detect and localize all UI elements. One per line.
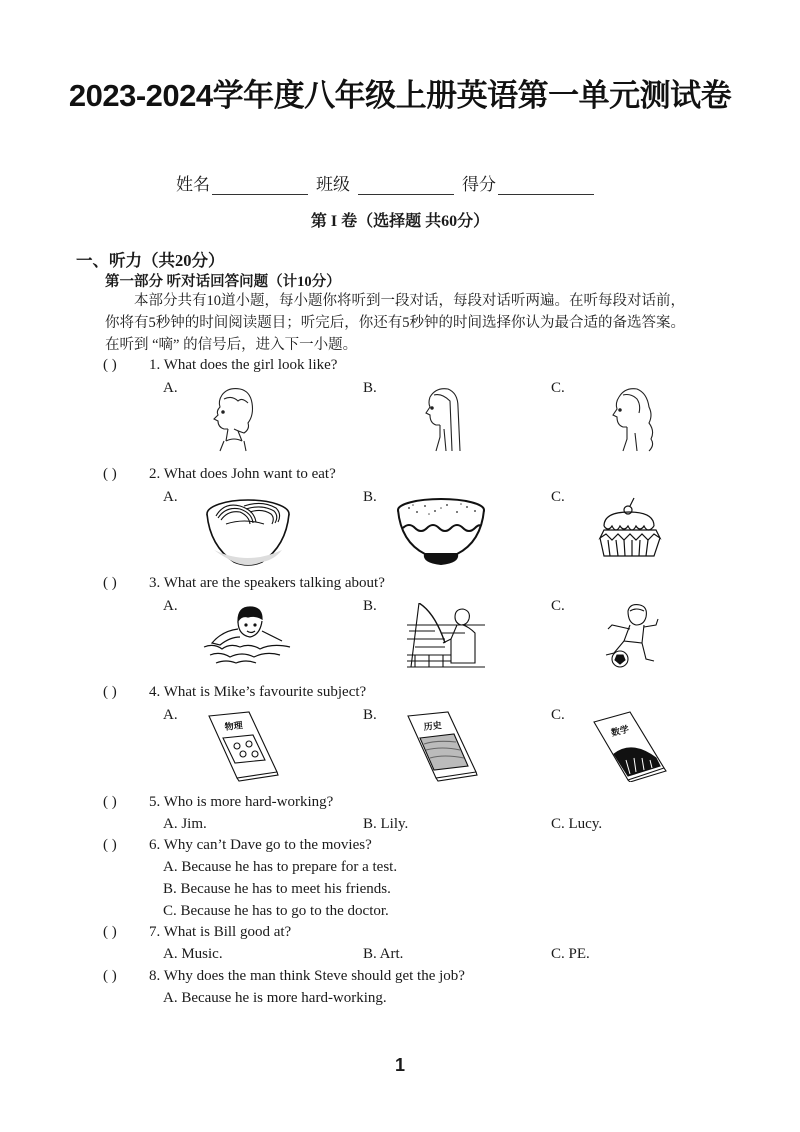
page-number: 1 xyxy=(394,1055,405,1075)
option-label: A. xyxy=(163,380,178,396)
option-label: A. Music. xyxy=(163,946,223,962)
instructions-line-3: 在听到 “嘀” 的信号后，进入下一小题。 xyxy=(105,337,358,353)
option-label: A. Because he has to prepare for a test. xyxy=(163,859,398,875)
instructions xyxy=(105,290,725,356)
question-text: 4. What is Mike’s favourite subject? xyxy=(149,684,367,700)
option-label: C. Because he has to go to the doctor. xyxy=(163,903,389,919)
option-label: C. xyxy=(551,707,565,723)
option-label: A. xyxy=(163,489,178,505)
question-4 xyxy=(103,684,366,701)
option-label: B. Art. xyxy=(363,946,404,962)
question-1 xyxy=(103,357,337,374)
answer-blank[interactable]: ( ) xyxy=(103,684,117,700)
score-label: 得分 xyxy=(462,175,496,194)
math-book-image[interactable] xyxy=(592,710,667,782)
answer-blank[interactable]: ( ) xyxy=(103,968,117,984)
question-8 xyxy=(103,968,465,985)
score-blank[interactable] xyxy=(498,177,594,195)
name-blank[interactable] xyxy=(212,177,308,195)
girl-long-curly-hair-image[interactable] xyxy=(605,385,660,455)
svg-text:数学: 数学 xyxy=(610,724,631,739)
paper-heading: 第 I 卷（选择题 共60分） xyxy=(310,213,490,230)
instructions-line-2: 你将有5秒钟的时间阅读题目；听完后，你还有5秒钟的时间选择你认为最合适的备选答案。 xyxy=(105,315,685,331)
question-text: 1. What does the girl look like? xyxy=(149,357,338,373)
question-text: 2. What does John want to eat? xyxy=(149,466,336,482)
answer-blank[interactable]: ( ) xyxy=(103,575,117,591)
option-label: A. Because he is more hard-working. xyxy=(163,990,387,1006)
soccer-image[interactable] xyxy=(600,603,666,669)
page-title: 2023-2024学年度八年级上册英语第一单元测试卷 xyxy=(68,78,732,113)
option-label: B. Lily. xyxy=(363,816,409,832)
question-7 xyxy=(103,924,291,941)
rice-bowl-image[interactable] xyxy=(395,496,487,568)
answer-blank[interactable]: ( ) xyxy=(103,837,117,853)
answer-blank[interactable]: ( ) xyxy=(103,924,117,940)
answer-blank[interactable]: ( ) xyxy=(103,466,117,482)
physics-book-image[interactable] xyxy=(207,710,279,782)
option-label: C. Lucy. xyxy=(551,816,603,832)
question-2 xyxy=(103,466,336,483)
question-5 xyxy=(103,794,333,811)
option-label: A. xyxy=(163,598,178,614)
option-label: A. Jim. xyxy=(163,816,207,832)
question-3 xyxy=(103,575,385,592)
option-label: B. xyxy=(363,489,377,505)
girl-long-straight-hair-image[interactable] xyxy=(418,385,468,455)
fishing-image[interactable] xyxy=(405,603,487,669)
question-text: 6. Why can’t Dave go to the movies? xyxy=(149,837,372,853)
girl-curly-short-hair-image[interactable] xyxy=(208,385,258,455)
option-label: B. xyxy=(363,380,377,396)
option-label: C. xyxy=(551,380,565,396)
option-label: A. xyxy=(163,707,178,723)
instructions-line-1: 本部分共有10道小题，每小题你将听到一段对话，每段对话听两遍。在听每段对话前， xyxy=(134,293,685,309)
svg-text:历史: 历史 xyxy=(423,721,443,733)
option-label: B. Because he has to meet his friends. xyxy=(163,881,391,897)
option-label: C. PE. xyxy=(551,946,590,962)
class-blank[interactable] xyxy=(358,177,454,195)
option-label: C. xyxy=(551,489,565,505)
answer-blank[interactable]: ( ) xyxy=(103,357,117,373)
option-label: B. xyxy=(363,598,377,614)
name-label: 姓名 xyxy=(176,175,210,194)
history-book-image[interactable] xyxy=(406,710,478,782)
option-label: B. xyxy=(363,707,377,723)
class-label: 班级 xyxy=(316,175,350,194)
student-info-row xyxy=(176,170,600,195)
cake-image[interactable] xyxy=(594,496,664,562)
question-6 xyxy=(103,837,372,854)
question-text: 5. Who is more hard-working? xyxy=(149,794,334,810)
option-label: C. xyxy=(551,598,565,614)
noodles-bowl-image[interactable] xyxy=(204,496,292,568)
question-text: 8. Why does the man think Steve should get the job? xyxy=(149,968,465,984)
section-heading: 一、听力（共20分） xyxy=(76,251,225,270)
question-text: 7. What is Bill good at? xyxy=(149,924,292,940)
svg-text:物理: 物理 xyxy=(224,721,244,733)
answer-blank[interactable]: ( ) xyxy=(103,794,117,810)
question-text: 3. What are the speakers talking about? xyxy=(149,575,385,591)
part-heading: 第一部分 听对话回答问题（计10分） xyxy=(105,274,341,290)
swimming-image[interactable] xyxy=(200,603,295,669)
